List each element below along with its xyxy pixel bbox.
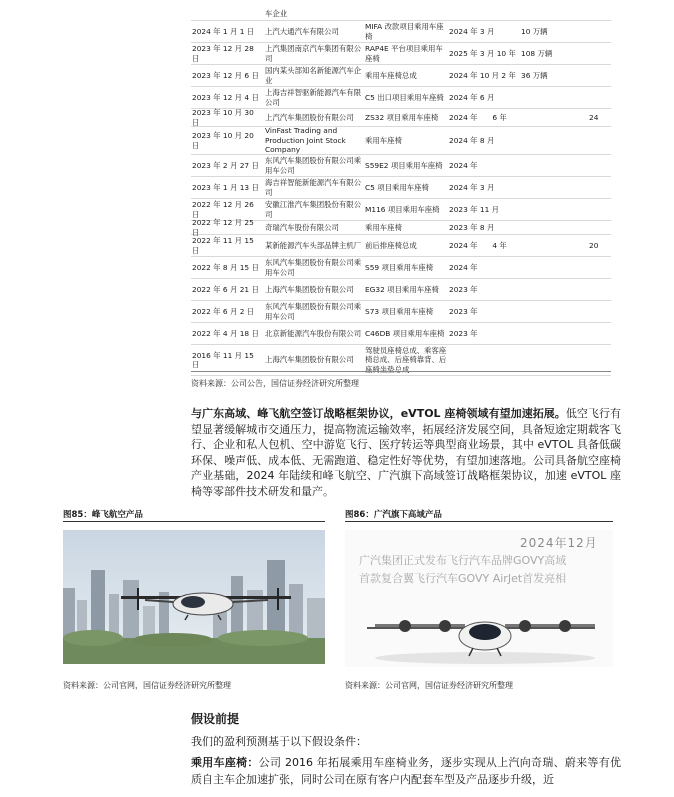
table-row xyxy=(191,43,611,65)
table-source-note: 资料来源：公司公告，国信证券经济研究所整理 xyxy=(191,379,359,388)
table-row xyxy=(191,257,611,279)
fig86-banner-line1: 广汽集团正式发布飞行汽车品牌GOVY高域 xyxy=(359,554,567,567)
table-row xyxy=(191,155,611,177)
assumption-body xyxy=(191,754,621,788)
cell-project: ZS32 项目乘用车座椅 xyxy=(365,112,439,122)
cell-company: 国内某头部知名新能源汽车企业 xyxy=(265,66,362,85)
cell-date: 2023 年 12 月 6 日 xyxy=(192,70,259,80)
fig86-rule xyxy=(345,521,613,522)
cell-date: 2022 年 8 月 15 日 xyxy=(192,262,259,272)
cell-project: 乘用车座椅总成 xyxy=(365,70,417,80)
assumption-text: 公司 2016 年拓展乘用车座椅业务，逐步实现从上汽向奇瑞、蔚来等有优质自主车企加速扩张，同时公司在原有客户内配套车型及产品逐步升级，近 xyxy=(191,756,621,786)
cell-date: 2022 年 12 月 25 日 xyxy=(192,218,254,237)
fig85-rule xyxy=(63,521,325,522)
cell-sop: 2024 年 6 月 xyxy=(449,92,495,102)
cell-sop: 2024 年 3 月 xyxy=(449,26,495,36)
cell-project: S59E2 项目乘用车座椅 xyxy=(365,160,443,170)
fig85-aircraft-city-illustration xyxy=(63,530,325,664)
cell-sop: 2023 年 xyxy=(449,328,478,338)
cell-company: 海吉祥智能新能源汽车有限公司 xyxy=(265,178,362,197)
cell-sop: 2024 年 3 月 xyxy=(449,182,495,192)
cell-company: 车企业 xyxy=(265,9,288,19)
cell-sop: 2023 年 11 月 xyxy=(449,204,500,214)
cell-sop: 2023 年 xyxy=(449,284,478,294)
fig85-source: 资料来源：公司官网，国信证券经济研究所整理 xyxy=(63,681,231,690)
cell-volume: 36 万辆 xyxy=(521,70,548,80)
cell-project: EG32 项目乘用车座椅 xyxy=(365,284,439,294)
table-row xyxy=(191,323,611,345)
cell-project: 乘用车座椅 xyxy=(365,135,402,145)
cell-date: 2022 年 6 月 2 日 xyxy=(192,306,255,316)
cell-sop: 2024 年 xyxy=(449,262,478,272)
table-row xyxy=(191,65,611,87)
cell-project: S73 项目乘用车座椅 xyxy=(365,306,434,316)
paragraph-lead: 与广东高域、峰飞航空签订战略框架协议，eVTOL 座椅领域有望加速拓展。 xyxy=(191,407,566,420)
cell-date: 2022 年 4 月 18 日 xyxy=(192,328,259,338)
fig85-image xyxy=(63,530,325,664)
cell-company: 上海汽车集团股份有限公司 xyxy=(265,284,354,294)
fig86-banner-line2: 首款复合翼飞行汽车GOVY AirJet首发亮相 xyxy=(359,572,567,585)
cell-company: VinFast Trading and Production Joint Stock Company xyxy=(265,126,346,155)
cell-sop: 2024 年 10 月 2 年 xyxy=(449,70,516,80)
govy-airjet-illustration xyxy=(345,588,613,667)
cell-date: 2024 年 1 月 1 日 xyxy=(192,26,255,36)
cell-date: 2023 年 12 月 4 日 xyxy=(192,92,259,102)
cell-company: 东风汽车集团股份有限公司乘用车公司 xyxy=(265,258,362,277)
cell-date: 2023 年 12 月 28 日 xyxy=(192,44,254,63)
cell-company: 东风汽车集团股份有限公司乘用车公司 xyxy=(265,156,362,175)
cell-project: MIFA 改款项目乘用车座椅 xyxy=(365,22,444,41)
paragraph-body: 低空飞行有望显著缓解城市交通压力，提高物流运输效率，拓展经济发展空间，具备短途定期载客飞行、企业和私人包机、空中游览飞行、医疗转运等典型商业场景，其中 eVTOL 具备低碳环保、噪声低、成本低、无需跑道、稳定性好等优势，有望加速落地。公司具备航空座椅产业基础，2024 年陆续和峰飞航空、广汽旗下高域签订战略框架协议，加速 eVTOL 座椅等零部件技术研发和量产。 xyxy=(191,407,621,498)
table-row xyxy=(191,21,611,43)
cell-sop: 2023 年 xyxy=(449,306,478,316)
cell-company: 北京新能源汽车股份有限公司 xyxy=(265,328,362,338)
evtol-paragraph xyxy=(191,406,621,499)
cell-volume: 108 万辆 xyxy=(521,48,553,58)
cell-extra: 20 xyxy=(589,240,599,250)
cell-date: 2022 年 6 月 21 日 xyxy=(192,284,259,294)
cell-extra: 24 xyxy=(589,112,599,122)
cell-project: S59 项目乘用车座椅 xyxy=(365,262,434,272)
cell-project: 前后排座椅总成 xyxy=(365,240,417,250)
cell-date: 2023 年 2 月 27 日 xyxy=(192,160,259,170)
cell-project: C46DB 项目乘用车座椅 xyxy=(365,328,445,338)
cell-company: 某新能源汽车头部品牌主机厂 xyxy=(265,240,362,250)
cell-company: 东风汽车集团股份有限公司乘用车公司 xyxy=(265,302,362,321)
table-row xyxy=(191,109,611,127)
table-bottom-rule xyxy=(191,371,611,372)
cell-date: 2023 年 1 月 13 日 xyxy=(192,182,259,192)
cell-company: 上汽汽车集团股份有限公司 xyxy=(265,112,354,122)
cell-sop: 2023 年 8 月 xyxy=(449,222,495,232)
cell-project: 乘用车座椅 xyxy=(365,222,402,232)
assumption-lead: 我们的盈利预测基于以下假设条件： xyxy=(191,735,367,748)
cell-project: RAP4E 平台项目乘用车座椅 xyxy=(365,44,443,63)
table-row xyxy=(191,279,611,301)
fig86-image xyxy=(345,530,613,667)
assumption-label: 乘用车座椅： xyxy=(191,756,259,769)
cell-project: 驾驶员座椅总成、乘客座椅总成、后座椅靠背、后座椅坐垫总成 xyxy=(365,345,447,374)
order-table xyxy=(191,8,611,376)
cell-date: 2016 年 11 月 15 日 xyxy=(192,350,254,369)
table-row xyxy=(191,235,611,257)
fig86-source: 资料来源：公司官网，国信证券经济研究所整理 xyxy=(345,681,513,690)
cell-sop: 2025 年 3 月 10 年 xyxy=(449,48,516,58)
fig86-banner-date: 2024年12月 xyxy=(520,536,598,550)
cell-volume: 10 万辆 xyxy=(521,26,548,36)
table-row xyxy=(191,301,611,323)
table-row xyxy=(191,87,611,109)
cell-company: 安徽江淮汽车集团股份有限公司 xyxy=(265,200,362,219)
cell-project: C5 出口项目乘用车座椅 xyxy=(365,92,444,102)
cell-company: 奇瑞汽车股份有限公司 xyxy=(265,222,339,232)
cell-company: 上海汽车集团股份有限公司 xyxy=(265,355,354,365)
fig86-title: 图86：广汽旗下高域产品 xyxy=(345,510,442,520)
cell-date: 2022 年 12 月 26 日 xyxy=(192,200,254,219)
table-row xyxy=(191,177,611,199)
fig85-title: 图85：峰飞航空产品 xyxy=(63,510,143,520)
table-row xyxy=(191,127,611,155)
cell-project: M116 项目乘用车座椅 xyxy=(365,204,440,214)
cell-company: 上汽集团南京汽车集团有限公司 xyxy=(265,44,362,63)
cell-date: 2023 年 10 月 20 日 xyxy=(192,131,254,150)
table-row xyxy=(191,218,611,237)
cell-company: 上汽大通汽车有限公司 xyxy=(265,26,339,36)
assumption-heading: 假设前提 xyxy=(191,712,240,726)
cell-project: C5 项目乘用车座椅 xyxy=(365,182,429,192)
cell-date: 2022 年 11 月 15 日 xyxy=(192,236,254,255)
cell-sop: 2024 年 xyxy=(449,160,478,170)
cell-date: 2023 年 10 月 30 日 xyxy=(192,108,254,127)
cell-sop: 2024 年 6 年 xyxy=(449,112,507,122)
cell-sop: 2024 年 4 年 xyxy=(449,240,507,250)
cell-company: 上海吉祥智驱新能源汽车有限公司 xyxy=(265,88,362,107)
table-row xyxy=(191,8,611,21)
cell-sop: 2024 年 8 月 xyxy=(449,135,495,145)
